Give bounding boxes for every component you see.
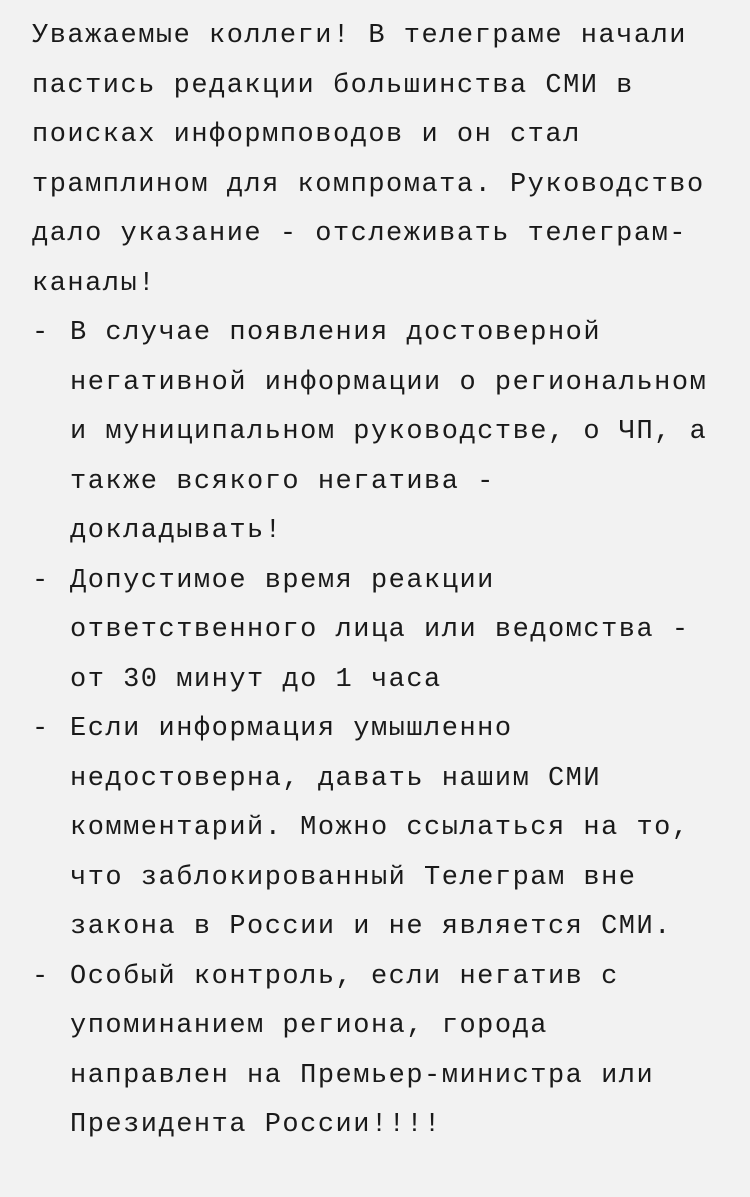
bullet-dash: - — [32, 961, 50, 992]
bullet-dash: - — [32, 318, 50, 348]
bullet-item — [32, 309, 718, 557]
bullet-text: Особый контроль, если негатив с упоминанием региона, города направлен на Премьер-министра или Президента России!!!! — [70, 961, 655, 1140]
bullet-text: Допустимое время реакции ответственного лица или ведомства - от 30 минут до 1 часа — [70, 565, 690, 695]
bullet-item — [32, 953, 718, 1151]
bullet-text: Если информация умышленно недостоверна, давать нашим СМИ комментарий. Можно ссылаться на то, что заблокированный Телеграм вне закона в России и не является СМИ. — [70, 714, 690, 942]
bullet-dash: - — [32, 565, 50, 596]
intro-text: Уважаемые коллеги! В телеграме начали пастись редакции большинства СМИ в поисках информповодов и он стал трамплином для компромата. Руководство дало указание - отслеживать телеграм-каналы! — [32, 21, 705, 299]
bullet-dash: - — [32, 714, 50, 744]
bullet-list — [32, 309, 718, 1151]
bullet-item — [32, 557, 718, 706]
bullet-item — [32, 705, 718, 953]
bullet-text: В случае появления достоверной негативной информации о региональном и муниципальном руководстве, о ЧП, а также всякого негатива - докладывать! — [70, 318, 708, 546]
